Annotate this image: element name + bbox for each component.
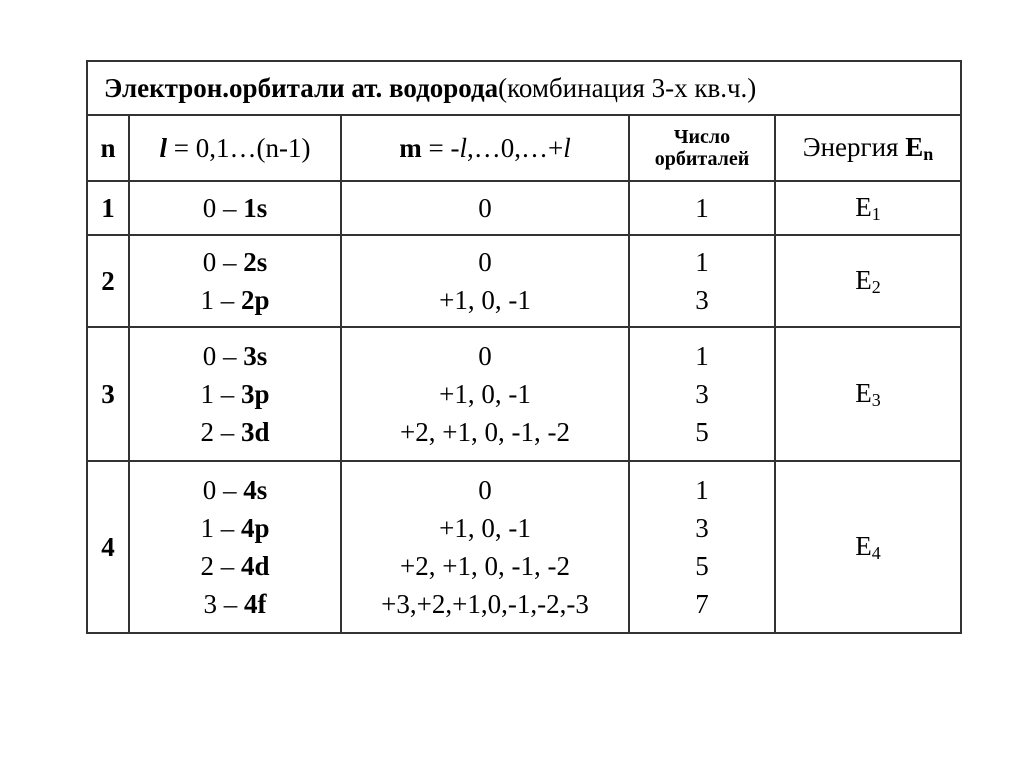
- orbital-label: 4s: [243, 475, 268, 505]
- energy-symbol: E: [855, 264, 872, 295]
- title-normal: (комбинация 3-х кв.ч.): [498, 72, 757, 103]
- table-row: [87, 461, 961, 633]
- orbital-count: 1: [695, 247, 709, 277]
- header-m-eq: = -: [421, 132, 460, 163]
- l-line: [130, 509, 340, 547]
- n-value: 1: [101, 192, 115, 223]
- cell-n: [87, 235, 129, 327]
- l-num: 1 –: [200, 513, 241, 543]
- header-count: [629, 115, 775, 181]
- cell-count: [629, 181, 775, 235]
- l-line: [130, 189, 340, 227]
- orbital-label: 4d: [240, 551, 270, 581]
- cell-energy: [775, 327, 961, 461]
- cell-count: [629, 461, 775, 633]
- orbital-table: [86, 60, 962, 634]
- l-num: 0 –: [202, 193, 244, 223]
- m-values: 0: [478, 193, 492, 223]
- n-value: 4: [101, 531, 115, 562]
- l-num: 0 –: [202, 475, 244, 505]
- cell-m: [341, 327, 629, 461]
- header-count-line2: орбиталей: [654, 148, 750, 170]
- table-row: [87, 181, 961, 235]
- cell-m: [341, 461, 629, 633]
- m-values: +1, 0, -1: [439, 285, 531, 315]
- orbital-label: 1s: [243, 193, 268, 223]
- m-values: +1, 0, -1: [439, 379, 531, 409]
- l-num: 1 –: [200, 285, 241, 315]
- energy-sub: 4: [871, 542, 881, 563]
- table-row: [87, 235, 961, 327]
- header-n: [87, 115, 129, 181]
- l-num: 0 –: [202, 247, 244, 277]
- orbital-label: 4p: [240, 513, 270, 543]
- cell-l: [129, 235, 341, 327]
- l-line: [130, 471, 340, 509]
- cell-n: [87, 327, 129, 461]
- cell-energy: [775, 181, 961, 235]
- energy-symbol: E: [855, 377, 872, 408]
- orbital-label: 3d: [240, 417, 270, 447]
- orbital-count: 1: [695, 193, 709, 223]
- l-num: 3 –: [203, 589, 244, 619]
- orbital-label: 3s: [243, 341, 268, 371]
- table-row: [87, 327, 961, 461]
- l-line: [130, 585, 340, 623]
- header-energy: [775, 115, 961, 181]
- l-num: 0 –: [202, 341, 244, 371]
- cell-l: [129, 181, 341, 235]
- cell-m: [341, 181, 629, 235]
- cell-l: [129, 327, 341, 461]
- orbital-label: 3p: [240, 379, 270, 409]
- header-energy-symbol: E: [905, 131, 924, 162]
- header-l: [129, 115, 341, 181]
- orbital-count: 5: [695, 551, 709, 581]
- orbital-count: 3: [695, 513, 709, 543]
- energy-symbol: E: [855, 191, 872, 222]
- energy-sub: 3: [871, 389, 881, 410]
- m-values: 0: [478, 475, 492, 505]
- orbital-label: 2p: [240, 285, 270, 315]
- title-bold: Электрон.орбитали ат. водорода: [104, 72, 499, 103]
- l-num: 1 –: [200, 379, 241, 409]
- cell-count: [629, 327, 775, 461]
- m-values: +2, +1, 0, -1, -2: [400, 551, 570, 581]
- cell-count: [629, 235, 775, 327]
- cell-m: [341, 235, 629, 327]
- orbital-label: 2s: [243, 247, 268, 277]
- header-count-line1: Число: [673, 126, 731, 148]
- m-values: +1, 0, -1: [439, 513, 531, 543]
- energy-sub: 2: [871, 276, 881, 297]
- table-title: [87, 61, 961, 115]
- header-n-label: n: [100, 132, 116, 163]
- energy-sub: 1: [871, 203, 881, 224]
- m-values: 0: [478, 247, 492, 277]
- header-m-mid: ,…0,…+: [466, 132, 564, 163]
- header-m-symbol: m: [399, 132, 422, 163]
- header-energy-sub: n: [923, 143, 934, 164]
- orbital-count: 1: [695, 341, 709, 371]
- n-value: 2: [101, 265, 115, 296]
- l-num: 2 –: [200, 551, 241, 581]
- header-m-l1: l: [459, 132, 467, 163]
- l-line: [130, 547, 340, 585]
- orbital-count: 7: [695, 589, 709, 619]
- l-line: [130, 281, 340, 319]
- orbital-count: 5: [695, 417, 709, 447]
- header-m: [341, 115, 629, 181]
- m-values: +2, +1, 0, -1, -2: [400, 417, 570, 447]
- header-l-rest: = 0,1…(n-1): [167, 132, 311, 163]
- cell-n: [87, 461, 129, 633]
- l-line: [130, 243, 340, 281]
- orbital-label: 4f: [244, 589, 267, 619]
- l-line: [130, 375, 340, 413]
- m-values: +3,+2,+1,0,-1,-2,-3: [381, 589, 589, 619]
- header-energy-text: Энергия: [802, 131, 906, 162]
- m-values: 0: [478, 341, 492, 371]
- cell-l: [129, 461, 341, 633]
- header-row: [87, 115, 961, 181]
- cell-n: [87, 181, 129, 235]
- orbital-count: 3: [695, 379, 709, 409]
- header-l-symbol: l: [159, 132, 168, 163]
- n-value: 3: [101, 378, 115, 409]
- orbital-table-frame: [86, 60, 960, 632]
- energy-symbol: E: [855, 530, 872, 561]
- l-num: 2 –: [200, 417, 241, 447]
- l-line: [130, 337, 340, 375]
- orbital-count: 1: [695, 475, 709, 505]
- orbital-count: 3: [695, 285, 709, 315]
- cell-energy: [775, 461, 961, 633]
- l-line: [130, 413, 340, 451]
- cell-energy: [775, 235, 961, 327]
- header-m-l2: l: [563, 132, 571, 163]
